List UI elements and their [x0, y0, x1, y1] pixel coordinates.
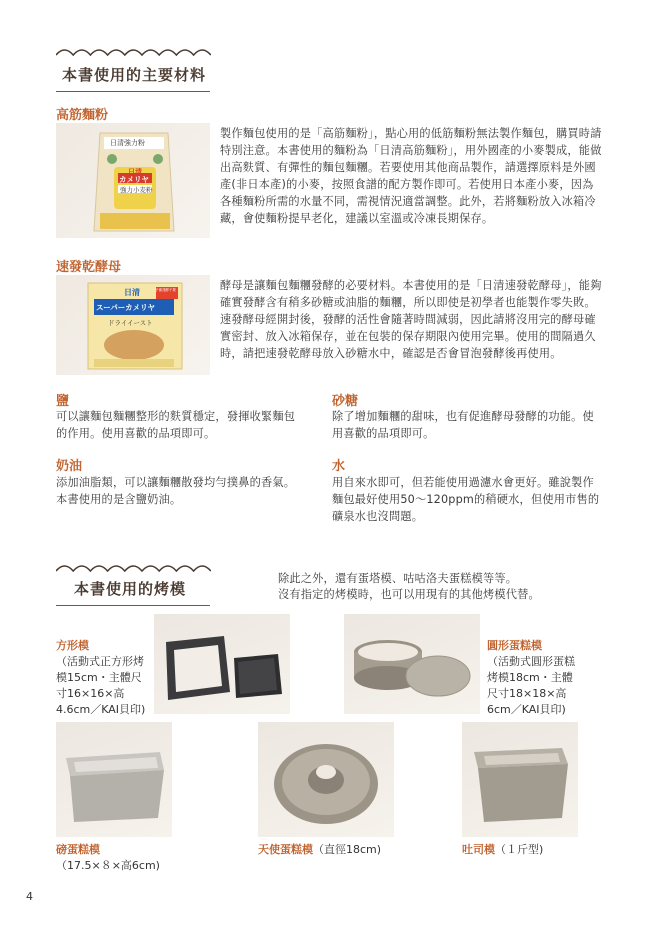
square-mold-icon: [154, 614, 290, 714]
butter-heading: 奶油: [56, 459, 83, 474]
flour-text: 製作麵包使用的是「高筋麵粉」，點心用的低筋麵粉無法製作麵包，購買時請特別注意。本書使用的麵粉為「日清高筋麵粉」，用外國產的小麥製成，能做出高麩質、有彈性的麵包麵糰。若要使用其他商品製作，請選擇原料是外國產(非日本產)的小麥，按照食譜的配方製作即可。若使用日本產小麥，因為各種麵粉所需的水量不同，需視情況適當調整。此外，若將麵粉放入冰箱冷藏，會使麵粉提早老化，建議以室溫或冷凍長期保存。: [220, 127, 602, 225]
square-mold-name: 方形模: [56, 639, 89, 652]
flour-heading: 高筋麵粉: [56, 108, 109, 123]
flour-package-top-text: 日清強力粉: [110, 139, 145, 147]
section-title-molds: 本書使用的烤模: [74, 580, 187, 598]
square-mold-caption: [56, 638, 148, 718]
yeast-package-badge: 予備発酵不要: [155, 288, 176, 292]
yeast-photo: [56, 275, 210, 375]
page-number: 4: [26, 890, 33, 903]
yeast-heading: 速發乾酵母: [56, 260, 122, 275]
pound-mold-detail: （17.5×８×高6cm): [56, 859, 160, 872]
toast-mold-photo: [462, 722, 578, 837]
salt-heading: 鹽: [56, 394, 70, 409]
angel-mold-caption: [258, 842, 458, 858]
toast-mold-detail: （１斤型): [495, 843, 544, 856]
angel-mold-icon: [258, 722, 394, 837]
molds-intro-line2: 沒有指定的烤模時，也可以用現有的其他烤模代替。: [278, 588, 540, 601]
scallop-decoration-molds: [56, 560, 211, 572]
round-mold-icon: [344, 614, 480, 714]
square-mold-photo: [154, 614, 290, 714]
toast-mold-icon: [462, 722, 578, 837]
flour-photo: [56, 123, 210, 238]
salt-text: 可以讓麵包麵糰整形的麩質穩定，發揮收緊麵包的作用。使用喜歡的品項即可。: [56, 410, 296, 440]
section-underline-molds: [56, 605, 210, 606]
yeast-text: 酵母是讓麵包麵糰發酵的必要材料。本書使用的是「日清速發乾酵母」，能夠確實發酵含有稍多砂糖或油脂的麵糰，所以即使是初學者也能製作零失敗。速發酵母經開封後，發酵的活性會隨著時間減弱，因此請將沒用完的酵母確實密封、放入冰箱保存，並在包裝的保存期限內使用完畢。使用的間隔過久時，請把速發乾酵母放入砂糖水中，確認是否會冒泡發酵後再使用。: [220, 279, 602, 360]
round-mold-photo: [344, 614, 480, 714]
square-mold-detail: （活動式正方形烤模15cm・主體尺寸16×16×高4.6cm／KAI貝印): [56, 655, 146, 716]
sugar-text: 除了增加麵糰的甜味，也有促進酵母發酵的功能。使用喜歡的品項即可。: [332, 410, 594, 440]
pound-mold-caption: [56, 842, 196, 874]
toast-mold-caption: [462, 842, 612, 858]
sugar-heading: 砂糖: [332, 394, 359, 409]
toast-mold-name: 吐司模: [462, 843, 495, 856]
water-heading: 水: [332, 459, 346, 474]
section-title-materials: 本書使用的主要材料: [62, 66, 207, 84]
yeast-package-name: スーパーカメリヤ: [96, 303, 155, 312]
angel-mold-detail: （直徑18cm): [313, 843, 382, 856]
angel-mold-photo: [258, 722, 394, 837]
pound-mold-photo: [56, 722, 172, 837]
flour-package-name: カメリヤ: [119, 175, 149, 184]
pound-mold-name: 磅蛋糕模: [56, 843, 100, 856]
molds-intro-line1: 除此之外，還有蛋塔模、咕咕洛夫蛋糕模等等。: [278, 572, 518, 585]
pound-mold-icon: [56, 722, 172, 837]
water-text: 用自來水即可，但若能使用過濾水會更好。雖說製作麵包最好使用50〜120ppm的稍硬水，但使用市售的礦泉水也沒問題。: [332, 476, 600, 523]
angel-mold-name: 天使蛋糕模: [258, 843, 313, 856]
yeast-package-brand: 日清: [124, 288, 140, 297]
butter-text: 添加油脂類，可以讓麵糰散發均勻撲鼻的香氣。本書使用的是含鹽奶油。: [56, 476, 296, 506]
round-mold-detail: （活動式圓形蛋糕烤模18cm・主體尺寸18×18×高6cm／KAI貝印): [487, 655, 575, 716]
round-mold-name: 圓形蛋糕模: [487, 639, 542, 652]
flour-package-sub: 強力小麦粉: [120, 186, 153, 194]
round-mold-caption: [487, 638, 583, 718]
yeast-package-sub: ドライイースト: [108, 319, 153, 327]
scallop-decoration-top: [56, 44, 211, 56]
section-underline: [56, 91, 210, 92]
flour-package-brand: 日清: [128, 168, 142, 176]
